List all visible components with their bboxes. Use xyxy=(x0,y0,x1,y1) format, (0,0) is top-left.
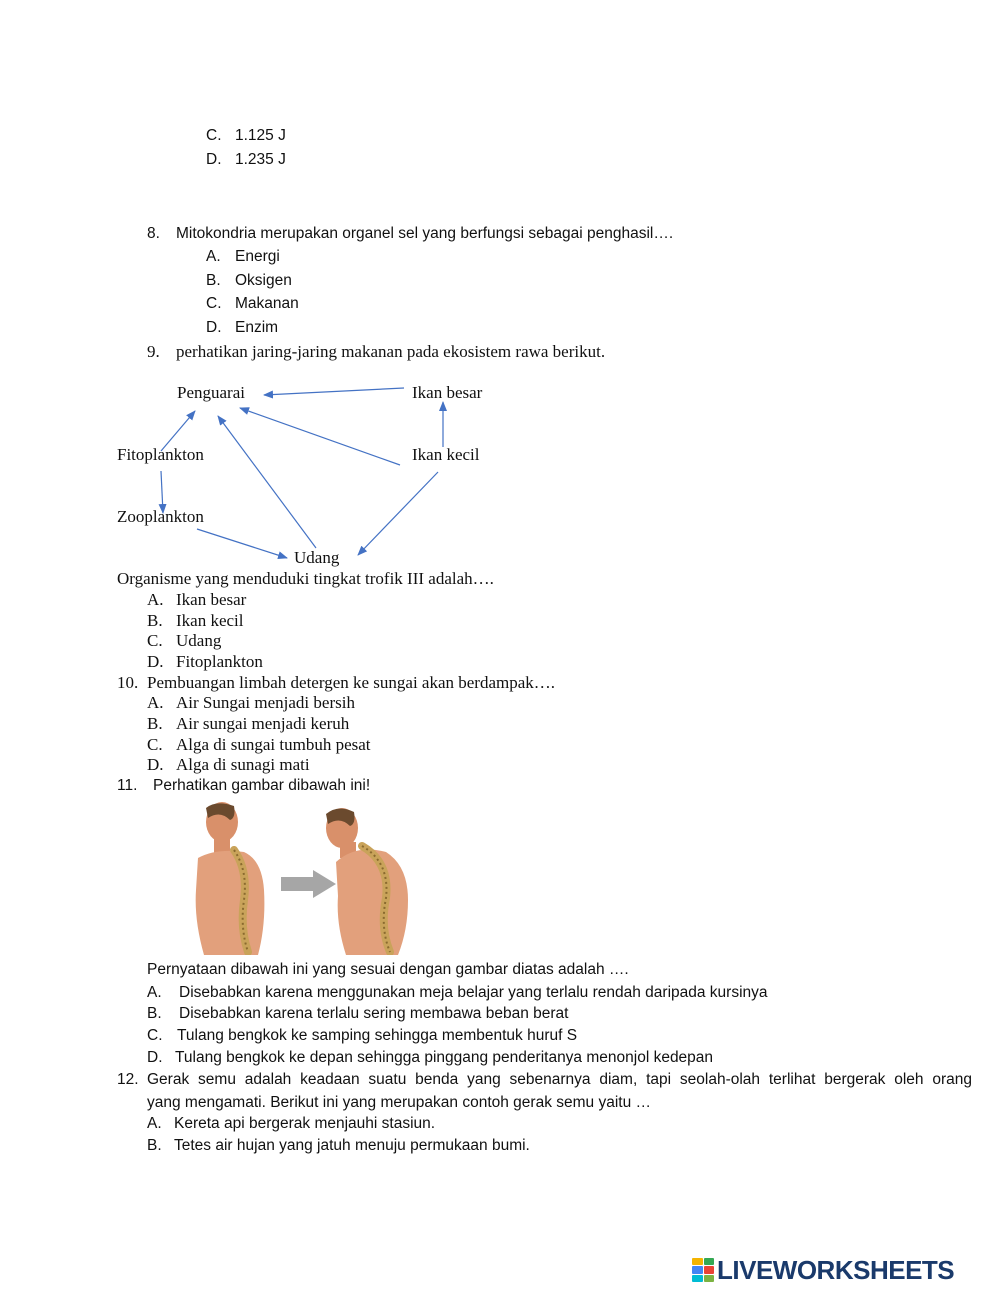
q12-question xyxy=(117,1071,972,1089)
q12-option-a[interactable] xyxy=(147,1115,435,1133)
option-text: Kereta api bergerak menjauhi stasiun. xyxy=(174,1115,436,1132)
option-text: Makanan xyxy=(235,295,299,312)
node-fitoplankton: Fitoplankton xyxy=(117,445,204,464)
q11-option-d[interactable] xyxy=(147,1049,713,1067)
arrow-ikan-kecil-to-udang xyxy=(358,472,438,555)
node-ikan-kecil: Ikan kecil xyxy=(412,445,480,464)
option-text: Disebabkan karena terlalu sering membawa beban berat xyxy=(179,1005,569,1022)
option-letter: B. xyxy=(147,1005,162,1022)
question-number: 12. xyxy=(117,1071,139,1088)
q9-option-c[interactable] xyxy=(147,631,221,651)
option-text: Alga di sungai tumbuh pesat xyxy=(176,735,371,754)
option-text: Oksigen xyxy=(235,272,292,289)
question-number: 8. xyxy=(147,225,160,242)
question-text-line-2: yang mengamati. Berikut ini yang merupakan contoh gerak semu yaitu … xyxy=(147,1094,652,1111)
option-text: Tulang bengkok ke depan sehingga pinggang penderitanya menonjol kedepan xyxy=(175,1049,714,1066)
logo-block xyxy=(692,1275,703,1282)
posture-illustration xyxy=(186,800,431,955)
option-text: Tulang bengkok ke samping sehingga membentuk huruf S xyxy=(177,1027,578,1044)
q11-option-b[interactable] xyxy=(147,1005,568,1023)
q10-option-d[interactable] xyxy=(147,755,310,775)
node-udang: Udang xyxy=(294,548,340,567)
q11-statement: Pernyataan dibawah ini yang sesuai dengan gambar diatas adalah …. xyxy=(147,961,629,978)
q10-option-c[interactable] xyxy=(147,735,371,755)
q10-question xyxy=(117,673,555,693)
logo-block xyxy=(704,1275,715,1282)
q11-question xyxy=(117,777,370,795)
option-letter: B. xyxy=(147,1137,162,1154)
option-text: 1.235 J xyxy=(235,151,286,168)
option-text: Fitoplankton xyxy=(176,652,263,671)
logo-text: LIVEWORKSHEETS xyxy=(717,1254,955,1285)
q9-prompt: Organisme yang menduduki tingkat trofik III adalah…. xyxy=(117,569,494,588)
q7-option-d[interactable] xyxy=(206,151,286,169)
option-letter: A. xyxy=(147,590,164,609)
question-text: perhatikan jaring-jaring makanan pada ekosistem rawa berikut. xyxy=(176,342,606,361)
logo-block xyxy=(692,1258,703,1265)
normal-posture-figure xyxy=(196,802,265,955)
logo-block xyxy=(692,1266,703,1273)
transition-arrow-icon xyxy=(281,870,336,898)
logo-mark-icon xyxy=(692,1258,714,1282)
option-text: Air Sungai menjadi bersih xyxy=(176,693,355,712)
q9-option-d[interactable] xyxy=(147,652,263,672)
question-text: Perhatikan gambar dibawah ini! xyxy=(153,777,371,794)
arrow-zooplankton-to-udang xyxy=(197,529,287,558)
option-letter: B. xyxy=(206,272,221,289)
option-letter: C. xyxy=(147,631,163,650)
q8-option-a[interactable] xyxy=(206,248,280,266)
q8-option-c[interactable] xyxy=(206,295,299,313)
question-number: 9. xyxy=(147,342,160,361)
option-letter: C. xyxy=(147,1027,163,1044)
option-letter: D. xyxy=(206,319,222,336)
arrow-udang-to-penguarai xyxy=(218,416,316,548)
arrow-ikan-kecil-to-penguarai xyxy=(240,408,400,465)
q9-option-a[interactable] xyxy=(147,590,246,610)
option-text: 1.125 J xyxy=(235,127,286,144)
question-text: Mitokondria merupakan organel sel yang berfungsi sebagai penghasil…. xyxy=(176,225,674,242)
q9-option-b[interactable] xyxy=(147,611,244,631)
option-letter: D. xyxy=(147,755,164,774)
option-letter: A. xyxy=(206,248,221,265)
option-text: Alga di sunagi mati xyxy=(176,755,310,774)
option-letter: A. xyxy=(147,693,164,712)
q11-option-a[interactable] xyxy=(147,984,768,1002)
option-text: Air sungai menjadi keruh xyxy=(176,714,350,733)
q8-option-d[interactable] xyxy=(206,319,278,337)
option-text: Ikan kecil xyxy=(176,611,244,630)
q10-option-a[interactable] xyxy=(147,693,355,713)
option-text: Ikan besar xyxy=(176,590,247,609)
hunched-posture-figure xyxy=(326,808,408,955)
arrow-ikan-besar-to-penguarai xyxy=(264,388,404,395)
option-text: Udang xyxy=(176,631,222,650)
option-text: Enzim xyxy=(235,319,279,336)
logo-block xyxy=(704,1258,715,1265)
option-letter: A. xyxy=(147,984,162,1001)
option-letter: A. xyxy=(147,1115,162,1132)
option-text: Disebabkan karena menggunakan meja belajar yang terlalu rendah daripada kursinya xyxy=(179,984,768,1001)
option-text: Energi xyxy=(235,248,280,265)
q7-option-c[interactable] xyxy=(206,127,286,145)
option-letter: C. xyxy=(206,127,222,144)
question-number: 11. xyxy=(117,777,138,794)
option-letter: D. xyxy=(147,1049,163,1066)
question-text: Pembuangan limbah detergen ke sungai akan berdampak…. xyxy=(147,673,556,692)
q12-option-b[interactable] xyxy=(147,1137,530,1155)
node-zooplankton: Zooplankton xyxy=(117,507,204,526)
q10-option-b[interactable] xyxy=(147,714,349,734)
node-penguarai: Penguarai xyxy=(177,383,245,402)
option-letter: B. xyxy=(147,714,163,733)
q11-option-c[interactable] xyxy=(147,1027,577,1045)
logo-block xyxy=(704,1266,715,1273)
option-letter: C. xyxy=(147,735,163,754)
node-ikan-besar: Ikan besar xyxy=(412,383,483,402)
option-letter: C. xyxy=(206,295,222,312)
option-letter: D. xyxy=(147,652,164,671)
option-letter: D. xyxy=(206,151,222,168)
q8-option-b[interactable] xyxy=(206,272,292,290)
q9-question xyxy=(147,342,605,362)
question-text-line-1: Gerak semu adalah keadaan suatu benda yang sebenarnya diam, tapi seolah-olah terlihat bergerak oleh orang xyxy=(147,1071,972,1088)
q8-question xyxy=(147,225,673,243)
option-letter: B. xyxy=(147,611,163,630)
liveworksheets-logo[interactable] xyxy=(692,1256,954,1284)
option-text: Tetes air hujan yang jatuh menuju permukaan bumi. xyxy=(174,1137,530,1154)
question-number: 10. xyxy=(117,673,139,692)
